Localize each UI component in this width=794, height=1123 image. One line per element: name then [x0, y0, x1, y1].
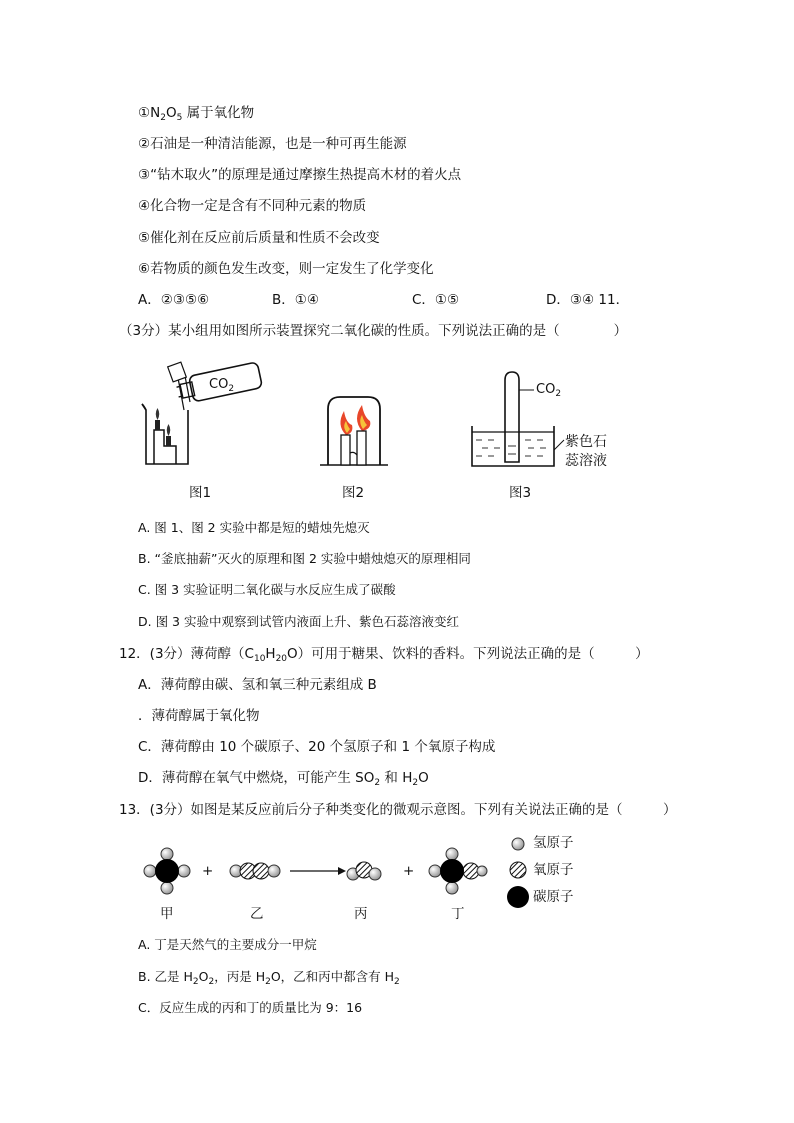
q12-option-d-text: D．薄荷醇在氧气中燃烧，可能产生 SO: [138, 770, 375, 786]
subscript: 2: [208, 977, 215, 987]
figure-1-caption: 图1: [189, 485, 212, 501]
q13-option-c: C．反应生成的丙和丁的质量比为 9：16: [138, 1000, 363, 1015]
statement-2: ②石油是一种清洁能源，也是一种可再生能源: [138, 136, 407, 152]
q13-option-b-text: O，乙和丙中都含有 H: [270, 969, 395, 984]
q12-stem-text: O）可用于糖果、饮料的香料。下列说法正确的是（ ）: [287, 646, 649, 662]
figure-1-co2-label: [209, 376, 234, 398]
q13-option-b: [138, 967, 400, 992]
q13-option-b-text: O: [198, 969, 209, 984]
q12-stem-text: H: [265, 646, 276, 662]
label-ding: 丁: [451, 906, 465, 922]
subscript: 10: [253, 654, 266, 664]
subscript: 2: [192, 977, 199, 987]
label-jia: 甲: [160, 906, 174, 922]
q11-option-d: D. 图 3 实验中观察到试管内液面上升、紫色石蕊溶液变红: [138, 614, 459, 629]
legend-hydrogen-label: 氢原子: [533, 835, 574, 851]
subscript: 2: [160, 113, 166, 123]
q12-option-b: ．薄荷醇属于氧化物: [138, 708, 260, 724]
q12-option-a: A．薄荷醇由碳、氢和氧三种元素组成 B: [138, 677, 377, 693]
oxygen-atom-icon: [510, 862, 526, 878]
litmus-label-line2: 蕊溶液: [565, 453, 607, 469]
statement-1-text: ①N: [138, 105, 161, 121]
q13-stem: 13．(3分）如图是某反应前后分子种类变化的微观示意图。下列有关说法正确的是（ ）: [119, 802, 677, 818]
statement-6: ⑥若物质的颜色发生改变，则一定发生了化学变化: [138, 261, 434, 277]
label-bing: 丙: [354, 906, 368, 922]
molecule-yi: [230, 863, 280, 879]
subscript: 2: [374, 778, 381, 788]
q12-option-d-text: O: [418, 770, 429, 786]
figure-2-caption: 图2: [342, 485, 365, 501]
subscript: 20: [275, 654, 288, 664]
q10-option-c: C．①⑤: [412, 292, 460, 308]
legend-atoms: [506, 834, 536, 910]
q12-stem-text: 12．(3分）薄荷醇（C: [119, 646, 254, 662]
hydrogen-atom-icon: [512, 838, 524, 850]
q11-option-c: C. 图 3 实验证明二氧化碳与水反应生成了碳酸: [138, 582, 396, 597]
q11-stem: （3分）某小组用如图所示装置探究二氧化碳的性质。下列说法正确的是（ ）: [119, 323, 628, 339]
q12-option-d-text: 和 H: [380, 770, 413, 786]
subscript: 2: [394, 977, 400, 987]
q13-option-a: A. 丁是天然气的主要成分一甲烷: [138, 937, 317, 952]
subscript: 2: [555, 389, 562, 399]
molecule-ding: [429, 848, 487, 894]
statement-3: ③“钻木取火”的原理是通过摩擦生热提高木材的着火点: [138, 167, 462, 183]
subscript: 2: [228, 384, 235, 394]
molecule-jia: [144, 848, 190, 894]
carbon-atom-icon: [507, 886, 529, 908]
statement-1: [138, 103, 254, 128]
co2-text: CO: [209, 377, 229, 392]
figure-1: [140, 360, 270, 470]
plus-sign-1: +: [202, 863, 214, 879]
q11-option-b: B. “釜底抽薪”灭火的原理和图 2 实验中蜡烛熄灭的原理相同: [138, 551, 471, 566]
q12-stem: [119, 644, 649, 669]
plus-sign-2: +: [403, 863, 415, 879]
q12-option-c: C．薄荷醇由 10 个碳原子、20 个氢原子和 1 个氧原子构成: [138, 739, 496, 755]
legend-oxygen-label: 氧原子: [533, 862, 574, 878]
q11-option-a: A. 图 1、图 2 实验中都是短的蜡烛先熄灭: [138, 520, 370, 535]
subscript: 5: [176, 113, 183, 123]
litmus-label-line1: 紫色石: [565, 434, 607, 450]
statement-5: ⑤催化剂在反应前后质量和性质不会改变: [138, 230, 380, 246]
q10-option-b: B．①④: [272, 292, 319, 308]
subscript: 2: [412, 778, 419, 788]
q13-option-b-text: ，丙是 H: [214, 969, 266, 984]
figure-2: [320, 395, 390, 475]
reaction-diagram: [140, 840, 510, 910]
q13-option-b-text: B. 乙是 H: [138, 969, 193, 984]
figure-3-co2-label: [536, 381, 561, 403]
statement-1-text: O: [165, 105, 177, 121]
subscript: 2: [265, 977, 271, 987]
q10-option-d: D．③④ 11．: [546, 292, 630, 308]
figure-3-caption: 图3: [509, 485, 532, 501]
co2-text: CO: [536, 382, 556, 397]
statement-1-text: 属于氧化物: [182, 105, 255, 121]
molecule-bing: [347, 862, 381, 880]
q10-option-a: A．②③⑤⑥: [138, 292, 210, 308]
statement-4: ④化合物一定是含有不同种元素的物质: [138, 198, 367, 214]
q12-option-d: [138, 768, 429, 793]
legend-carbon-label: 碳原子: [533, 889, 574, 905]
label-yi: 乙: [250, 906, 264, 922]
